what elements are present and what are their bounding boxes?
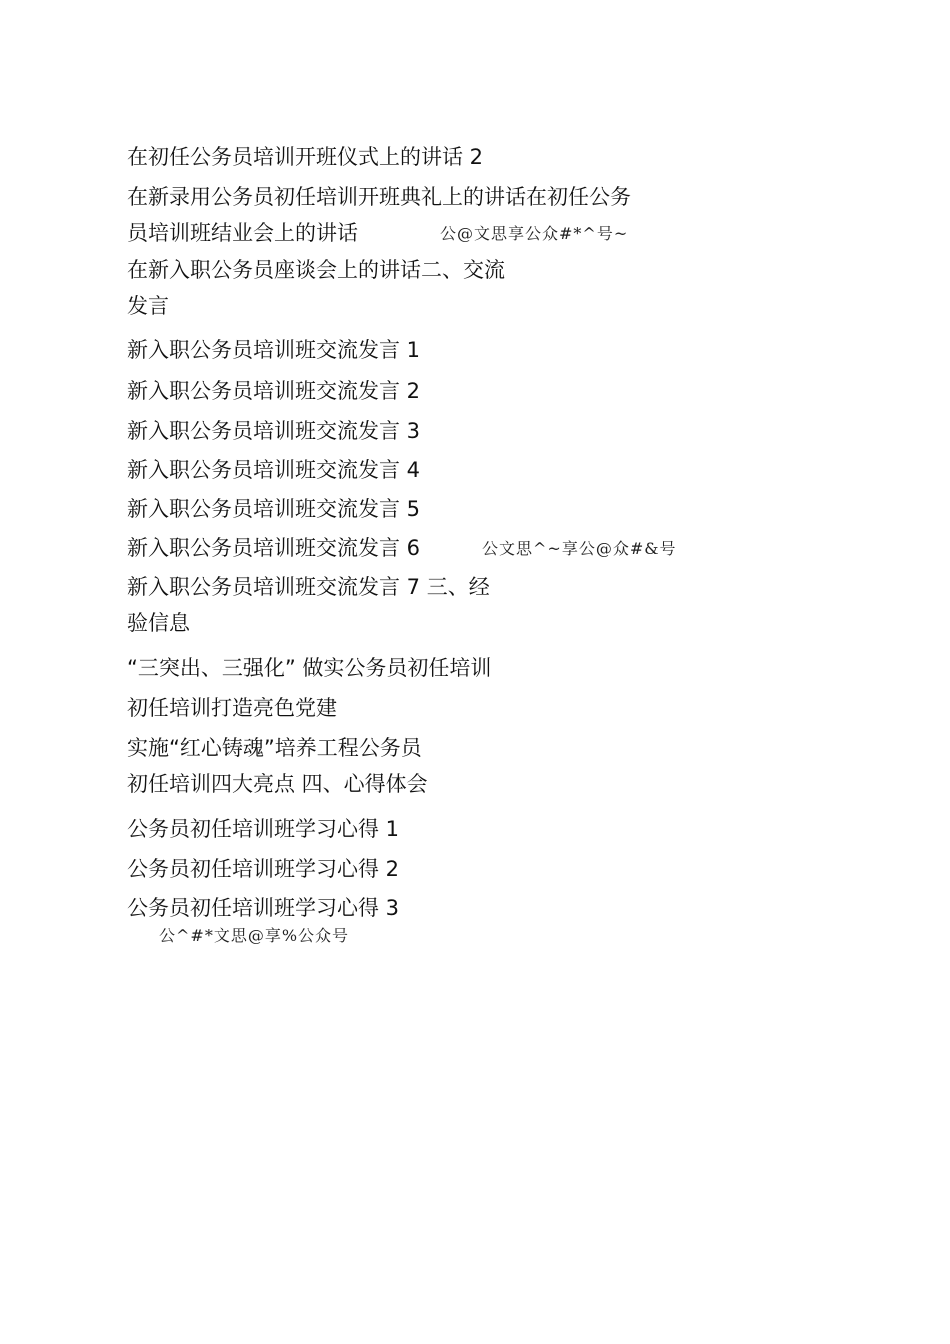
toc-line-17: 初任培训四大亮点 四、心得体会 (127, 772, 428, 796)
watermark-3: 公^#*文思@享%公众号 (159, 926, 350, 945)
toc-line-3: 员培训班结业会上的讲话 (127, 221, 358, 245)
toc-line-11: 新入职公务员培训班交流发言 6 (127, 536, 421, 560)
toc-line-18: 公务员初任培训班学习心得 1 (127, 817, 400, 841)
watermark-1: 公@文思享公众#*^号~ (440, 224, 629, 243)
toc-line-14: “三突出、三强化” 做实公务员初任培训 (127, 656, 492, 680)
toc-line-12: 新入职公务员培训班交流发言 7 三、经 (127, 575, 490, 599)
toc-line-2: 在新录用公务员初任培训开班典礼上的讲话在初任公务 (127, 185, 631, 209)
toc-line-5: 发言 (127, 294, 169, 318)
toc-line-4: 在新入职公务员座谈会上的讲话二、交流 (127, 258, 505, 282)
toc-line-19: 公务员初任培训班学习心得 2 (127, 857, 400, 881)
watermark-2: 公文思^~享公@众#&号 (482, 539, 677, 558)
toc-line-7: 新入职公务员培训班交流发言 2 (127, 379, 421, 403)
toc-line-16: 实施“红心铸魂”培养工程公务员 (127, 736, 422, 760)
toc-line-13: 验信息 (127, 611, 190, 635)
toc-line-8: 新入职公务员培训班交流发言 3 (127, 419, 421, 443)
toc-line-15: 初任培训打造亮色党建 (127, 696, 337, 720)
toc-line-10: 新入职公务员培训班交流发言 5 (127, 497, 421, 521)
toc-line-6: 新入职公务员培训班交流发言 1 (127, 338, 421, 362)
toc-line-20: 公务员初任培训班学习心得 3 (127, 896, 400, 920)
toc-line-1: 在初任公务员培训开班仪式上的讲话 2 (127, 145, 484, 169)
toc-line-9: 新入职公务员培训班交流发言 4 (127, 458, 421, 482)
